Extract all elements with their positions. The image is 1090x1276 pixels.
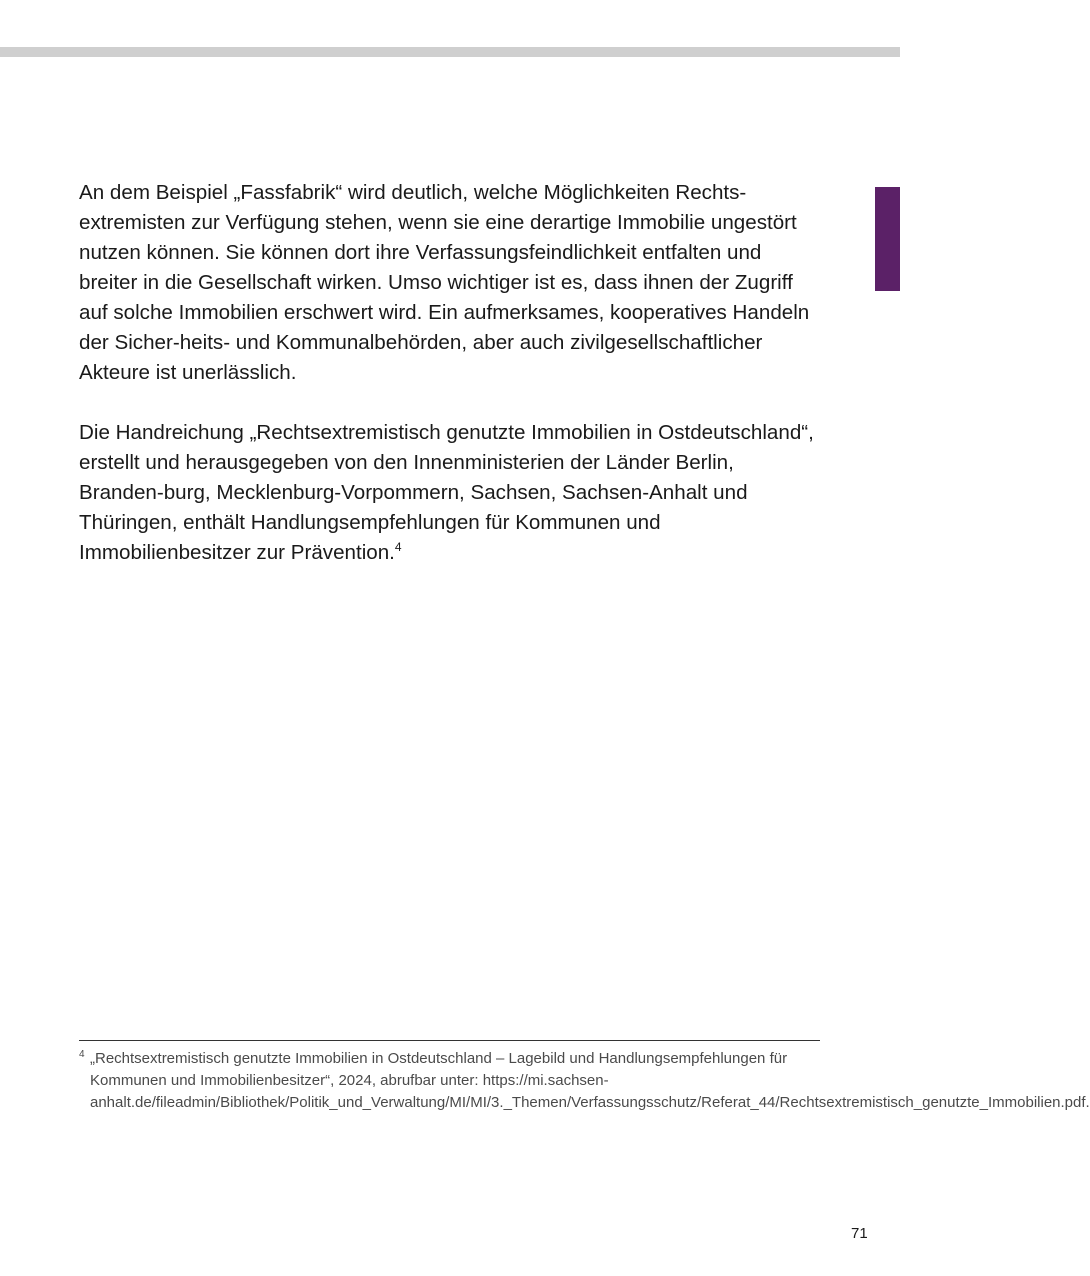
- page-number: 71: [851, 1225, 868, 1242]
- paragraph-2-text: Die Handreichung „Rechtsextremistisch genutzte Immobilien in Ostdeutschland“, erstellt und herausgegeben von den Innenministerien der Länder Berlin, Branden-burg, Mecklenburg-Vorpommern, Sachsen, Sachsen-Anhalt und Thüringen, enthält Handlungsempfehlungen für Kommunen und Immobilienbesitzer zur Prävention.: [79, 421, 814, 564]
- footnote-rule: [79, 1040, 820, 1041]
- footnote-text: „Rechtsextremistisch genutzte Immobilien in Ostdeutschland – Lagebild und Handlungsempfehlungen für Kommunen und Immobilienbesitzer“, 2024, abrufbar unter: https://mi.sachsen-anhalt.de/fileadmin/Bibliothek/Politik_und_Verwaltung/MI/MI/3._Themen/Verfassungsschutz/Referat_44/Rechtsextremistisch_genutzte_Immobilien.pdf.: [90, 1050, 1090, 1111]
- footnote: [79, 1048, 1090, 1114]
- footnote-number: 4: [79, 1049, 85, 1060]
- paragraph-2: [79, 418, 824, 568]
- body-text: [79, 178, 824, 568]
- chapter-tab-marker: [875, 187, 900, 291]
- header-rule: [0, 47, 900, 57]
- paragraph-1-text: An dem Beispiel „Fassfabrik“ wird deutlich, welche Möglichkeiten Rechts-extremisten zur Verfügung stehen, wenn sie eine derartige Immobilie ungestört nutzen können. Sie können dort ihre Verfassungsfeindlichkeit entfalten und breiter in die Gesellschaft wirken. Umso wichtiger ist es, dass ihnen der Zugriff auf solche Immobilien erschwert wird. Ein aufmerksames, kooperatives Handeln der Sicher-heits- und Kommunalbehörden, aber auch zivilgesellschaftlicher Akteure ist unerlässlich.: [79, 181, 810, 384]
- paragraph-1: [79, 178, 824, 388]
- footnote-reference[interactable]: 4: [394, 540, 402, 555]
